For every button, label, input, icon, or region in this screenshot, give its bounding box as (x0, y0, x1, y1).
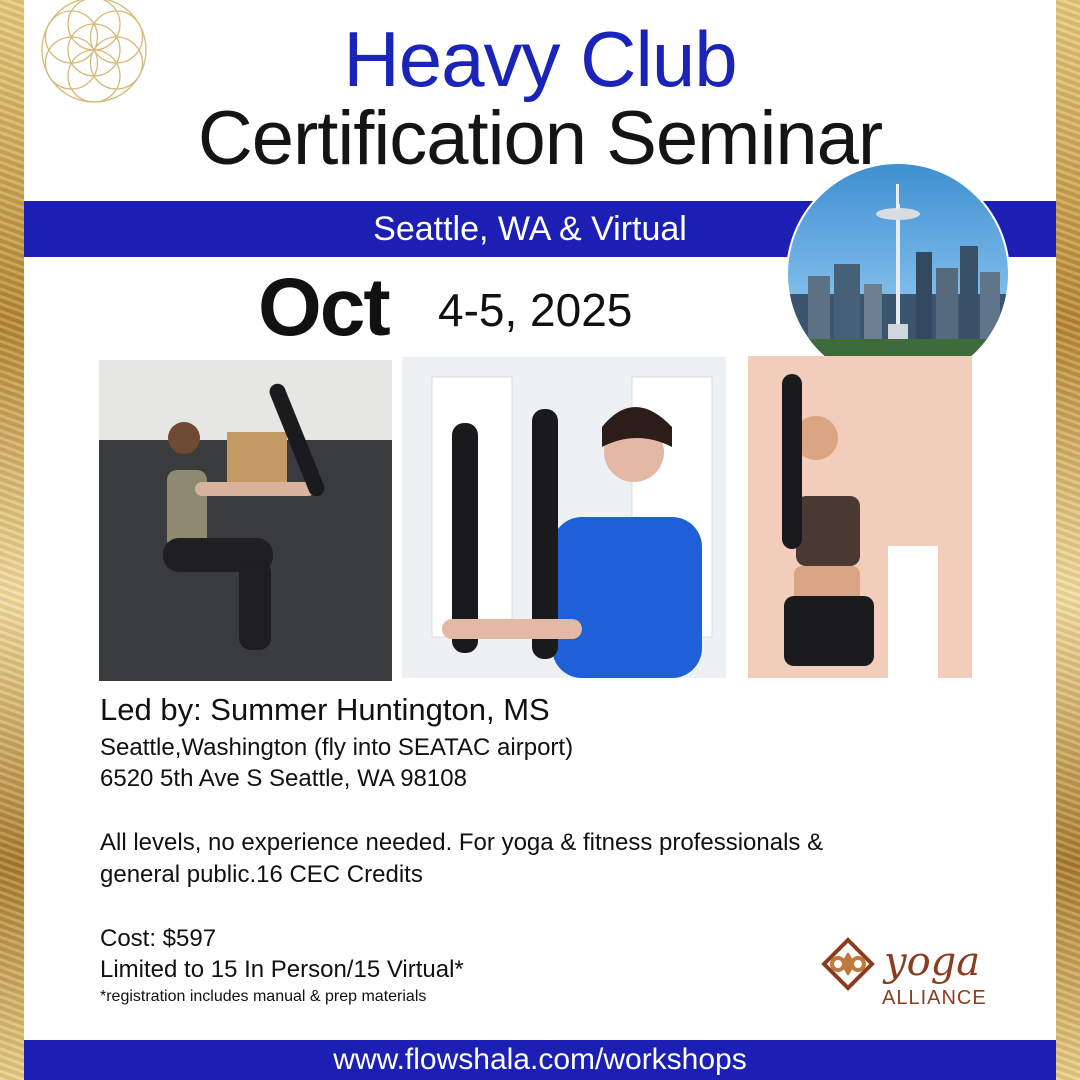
date-days-year: 4-5, 2025 (438, 284, 633, 336)
capacity-limit: Limited to 15 In Person/15 Virtual* (100, 956, 464, 983)
gold-border-left (0, 0, 24, 1080)
levels-description (100, 827, 940, 891)
levels-line-1: All levels, no experience needed. For yoga & fitness professionals & (100, 829, 824, 856)
seattle-skyline-image (786, 162, 1010, 386)
photo-two-clubs (402, 357, 726, 678)
location-banner-text: Seattle, WA & Virtual (373, 210, 687, 248)
levels-line-2: general public.16 CEC Credits (100, 861, 423, 888)
photo-squat-with-club (99, 360, 392, 681)
website-link[interactable]: www.flowshala.com/workshops (333, 1043, 747, 1076)
street-address: 6520 5th Ave S Seattle, WA 98108 (100, 765, 467, 792)
title-certification-seminar: Certification Seminar (197, 96, 883, 181)
yoga-alliance-sub: ALLIANCE (882, 987, 987, 1009)
instructor-line: Led by: Summer Huntington, MS (100, 692, 550, 727)
city-note: Seattle,Washington (fly into SEATAC airport) (100, 734, 574, 761)
title-heavy-club: Heavy Club (343, 15, 737, 103)
registration-note: *registration includes manual & prep materials (100, 988, 427, 1005)
gold-border-right (1056, 0, 1080, 1080)
date-month: Oct (258, 262, 389, 353)
cost: Cost: $597 (100, 925, 217, 952)
yoga-alliance-word: yoga (884, 939, 981, 985)
photo-single-club (748, 356, 972, 678)
